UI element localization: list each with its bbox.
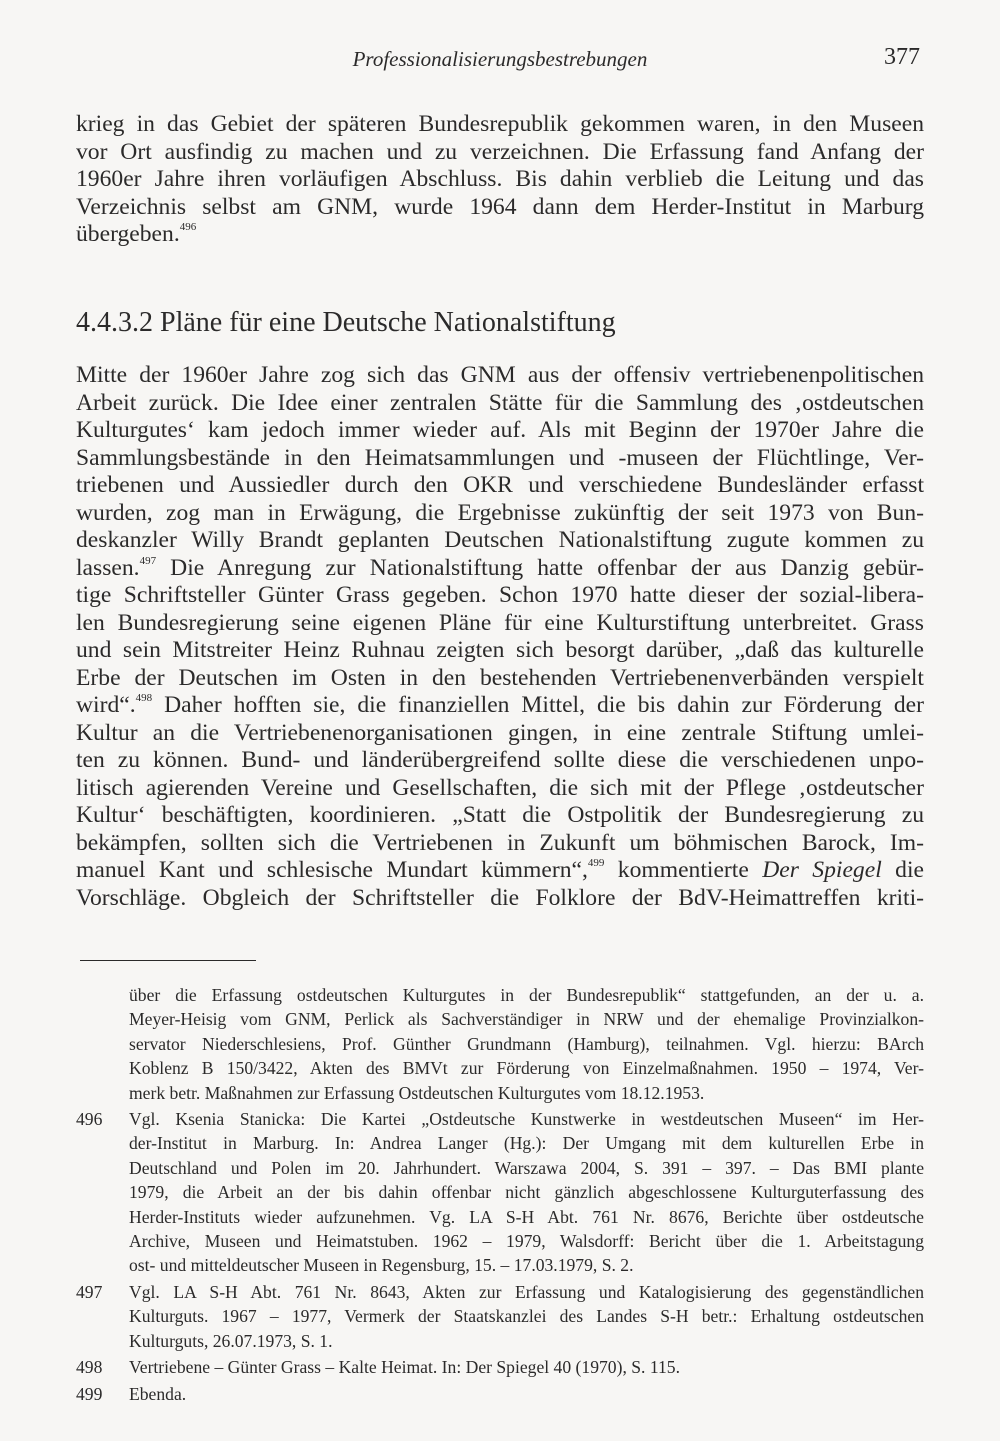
text-line: und sein Mitstreiter Heinz Ruhnau zeigten sich besorgt darüber, „daß das kulturelle (76, 637, 924, 663)
footnote-line: 1979, die Arbeit an der bis dahin offenbar nicht gänzlich abgeschlossene Kulturguterfassung des (129, 1182, 924, 1203)
footnote-line: Meyer-Heisig vom GNM, Perlick als Sachverständiger in NRW und der ehemalige Provinzialkon- (129, 1009, 924, 1030)
running-header (76, 44, 924, 76)
footnote-line: Vgl. LA S-H Abt. 761 Nr. 8643, Akten zur Erfassung und Katalogisierung des gegenständlichen (129, 1281, 924, 1302)
footnote-reference[interactable]: 497 (139, 554, 157, 567)
text-line: deskanzler Willy Brandt geplanten Deutschen Nationalstiftung zugute kommen zu (76, 527, 924, 553)
footnote-line: Koblenz B 150/3422, Akten des BMVt zur Förderung von Einzelmaßnahmen. 1950 – 1974, Ver- (129, 1058, 924, 1079)
text-fragment: wird“. (76, 692, 136, 718)
footnote-line: Herder-Instituts wieder aufzunehmen. Vg. LA S-H Abt. 761 Nr. 8676, Berichte über ostdeutsche (129, 1206, 924, 1227)
text-line: tige Schriftsteller Günter Grass gegeben. Schon 1970 hatte dieser der sozial-libera- (76, 582, 924, 608)
text-line (76, 857, 924, 885)
text-line: krieg in das Gebiet der späteren Bundesrepublik gekommen waren, in den Museen (76, 111, 924, 137)
footnote-continued (76, 983, 924, 1105)
text-line: Kulturgutes‘ kam jedoch immer wieder auf. Als mit Beginn der 1970er Jahre die (76, 417, 924, 443)
text-line: Kultur‘ beschäftigten, koordinieren. „Statt die Ostpolitik der Bundesregierung zu (76, 802, 924, 828)
footnote-line: der-Institut in Marburg. In: Andrea Langer (Hg.): Der Umgang mit dem kulturellen Erbe in (129, 1133, 924, 1154)
footnote-reference[interactable]: 496 (179, 221, 197, 233)
text-fragment: lassen. (76, 554, 140, 581)
text-line: len Bundesregierung seine eigenen Pläne für eine Kulturstiftung unterbreitet. Grass (76, 609, 924, 636)
text-line: Mitte der 1960er Jahre zog sich das GNM aus der offensiv vertriebenenpolitischen (76, 362, 924, 388)
text-line: Arbeit zurück. Die Idee einer zentralen Stätte für die Sammlung des ‚ostdeutschen (76, 389, 924, 416)
footnote-line: Vgl. Ksenia Stanicka: Die Kartei „Ostdeutsche Kunstwerke in westdeutschen Museen“ im Her- (129, 1109, 924, 1130)
footnote-498 (76, 1355, 924, 1379)
text-line (76, 221, 924, 249)
footnote-line: Kulturguts. 1967 – 1977, Vermerk der Staatskanzlei des Landes S-H betr.: Erhaltung ostdeutschen (129, 1306, 924, 1327)
footnote-line: über die Erfassung ostdeutschen Kulturgutes in der Bundesrepublik“ stattgefunden, an der u. a. (129, 985, 924, 1005)
text-line: Vorschläge. Obgleich der Schriftsteller die Folklore der BdV-Heimattreffen kriti- (76, 884, 924, 911)
footnote-number: 498 (76, 1357, 103, 1378)
text-line: vor Ort ausfindig zu machen und zu verzeichnen. Die Erfassung fand Anfang der (76, 138, 924, 165)
footnote-number: 496 (76, 1109, 103, 1130)
footnote-reference[interactable]: 499 (587, 857, 605, 869)
text-fragment: manuel Kant und schlesische Mundart kümmern“, (76, 857, 588, 883)
text-line: ten zu können. Bund- und länderübergreifend sollte diese die verschiedenen unpo- (76, 747, 924, 773)
text-fragment: kommentierte (604, 857, 763, 883)
text-fragment: übergeben. (76, 221, 180, 247)
paragraph-main (76, 362, 924, 912)
text-line: bekämpfen, sollten sich die Vertriebenen in Zukunft um böhmischen Barock, Im- (76, 829, 924, 856)
footnote-line: Archive, Museen und Heimatstuben. 1962 – 1979, Walsdorff: Bericht über die 1. Arbeitstagung (129, 1231, 924, 1252)
text-line: triebenen und Aussiedler durch den OKR und verschiedene Bundesländer erfasst (76, 472, 924, 498)
footnote-number: 499 (76, 1383, 103, 1404)
text-line: wurden, zog man in Erwägung, die Ergebnisse zukünftig der seit 1973 von Bun- (76, 499, 924, 526)
footnote-separator (80, 960, 256, 961)
footnote-reference[interactable]: 498 (135, 692, 153, 704)
footnote-497 (76, 1280, 924, 1353)
text-fragment: die (881, 857, 924, 883)
text-line (76, 555, 924, 583)
footnote-496 (76, 1107, 924, 1278)
text-fragment: Die Anregung zur Nationalstiftung hatte offenbar der aus Danzig gebür- (156, 554, 924, 581)
footnote-line: Kulturguts, 26.07.1973, S. 1. (129, 1330, 333, 1351)
footnote-line: merk betr. Maßnahmen zur Erfassung Ostdeutschen Kulturgutes vom 18.12.1953. (129, 1082, 705, 1103)
footnote-line: servator Niederschlesiens, Prof. Günther Grundmann (Hamburg), teilnahmen. Vgl. hierzu: BArch (129, 1033, 924, 1054)
paragraph-continued (76, 111, 924, 249)
text-line: Kultur an die Vertriebenenorganisationen gingen, in eine zentrale Stiftung umlei- (76, 719, 924, 746)
text-line: Sammlungsbestände in den Heimatsammlungen und -museen der Flüchtlinge, Ver- (76, 444, 924, 471)
footnote-line: Deutschland und Polen im 20. Jahrhundert. Warszawa 2004, S. 391 – 397. – Das BMI plante (129, 1157, 924, 1178)
footnote-499 (76, 1382, 924, 1406)
footnote-line: Ebenda. (129, 1383, 187, 1404)
footnote-line: ost- und mitteldeutscher Museen in Regensburg, 15. – 17.03.1979, S. 2. (129, 1255, 634, 1276)
running-title: Professionalisierungsbestrebungen (352, 47, 648, 71)
publication-title: Der Spiegel (762, 857, 882, 883)
text-line (76, 692, 924, 720)
footnotes (76, 983, 924, 1406)
text-fragment: Daher hofften sie, die finanziellen Mittel, die bis dahin zur Förderung der (152, 692, 924, 718)
text-line: Erbe der Deutschen im Osten in den bestehenden Vertriebenenverbänden verspielt (76, 664, 924, 691)
section-heading: 4.4.3.2 Pläne für eine Deutsche Nationalstiftung (76, 307, 616, 338)
footnote-number: 497 (76, 1281, 103, 1302)
text-line: litisch agierenden Vereine und Gesellschaften, die sich mit der Pflege ‚ostdeutscher (76, 774, 924, 801)
page-number: 377 (884, 44, 920, 70)
text-line: 1960er Jahre ihren vorläufigen Abschluss. Bis dahin verblieb die Leitung und das (76, 166, 924, 192)
text-line: Verzeichnis selbst am GNM, wurde 1964 dann dem Herder-Institut in Marburg (76, 193, 924, 220)
footnote-line: Vertriebene – Günter Grass – Kalte Heimat. In: Der Spiegel 40 (1970), S. 115. (129, 1357, 680, 1378)
